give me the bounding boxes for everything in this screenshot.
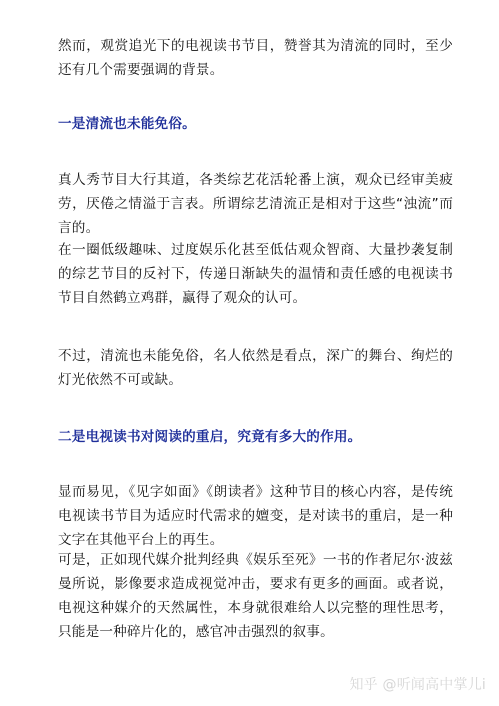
paragraph-media-critique: 可是，正如现代媒介批判经典《娱乐至死》一书的作者尼尔·波兹曼所说，影像要求造成视觉冲击，要求有更多的画面。或者说，电视这种媒介的天然属性，本身就很难给人以完整的理性思考，只能是一种碎片化的，感官冲击强烈的叙事。 [58,552,453,640]
paragraph-reading-reboot: 显而易见，《见字如面》《朗读者》这种节目的核心内容，是传统电视读书节目为适应时代需求的嬗变，是对读书的重启，是一种文字在其他平台上的再生。 [58,484,453,548]
paragraph-not-exempt: 不过，清流也未能免俗，名人依然是看点，深广的舞台、绚烂的灯光依然不可或缺。 [58,348,453,388]
paragraph-reality-shows: 真人秀节目大行其道，各类综艺花活轮番上演，观众已经审美疲劳，厌倦之情溢于言表。所谓综艺清流正是相对于这些“浊流”而言的。 [58,172,453,236]
watermark-label: 知乎 @听闻高中掌儿i [349,677,486,693]
section-heading-2: 二是电视读书对阅读的重启，究竟有多大的作用。 [58,429,362,445]
paragraph-contrast: 在一圈低级趣味、过度娱乐化甚至低估观众智商、大量抄袭复制的综艺节目的反衬下，传递日渐缺失的温情和责任感的电视读书节目自然鹤立鸡群，赢得了观众的认可。 [58,242,453,306]
paragraph-background-intro: 然而，观赏追光下的电视读书节目，赞誉其为清流的同时，至少还有几个需要强调的背景。 [58,38,453,78]
section-heading-1: 一是清流也未能免俗。 [58,116,196,132]
